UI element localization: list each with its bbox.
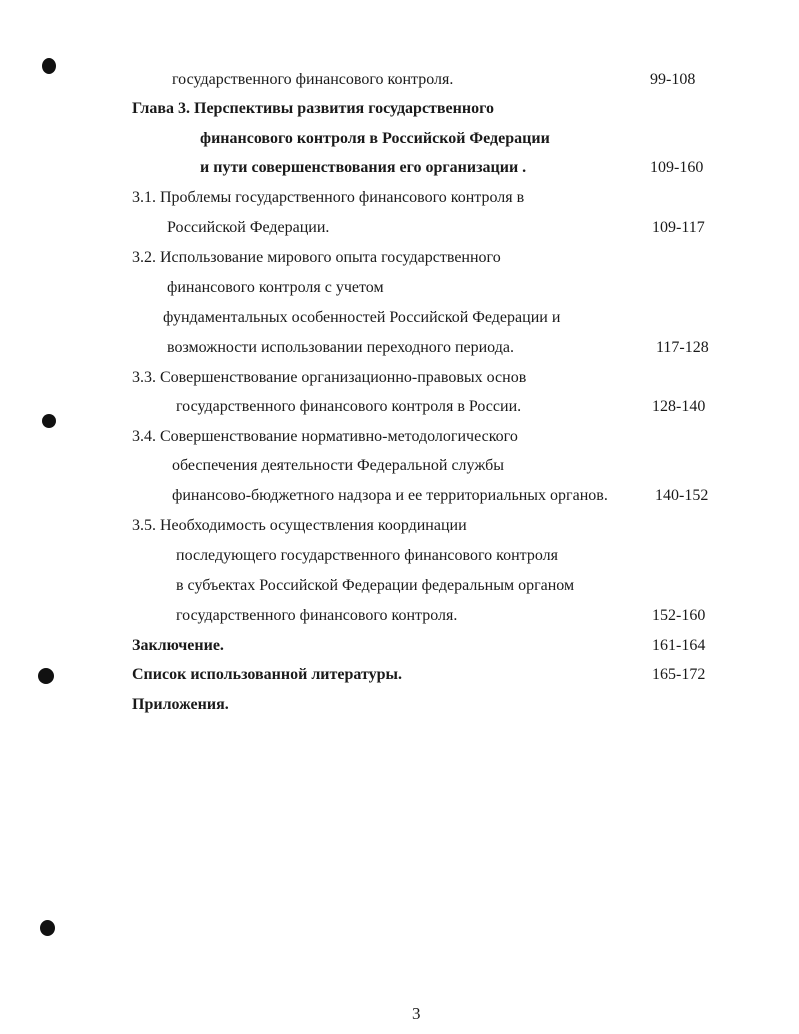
toc-section-appendices: Приложения. <box>132 696 229 713</box>
page-number: 3 <box>412 1004 421 1023</box>
toc-section-conclusion: Заключение. <box>132 637 224 654</box>
toc-line: обеспечения деятельности Федеральной службы <box>172 457 505 474</box>
punch-hole-mark <box>42 414 56 428</box>
toc-line: государственного финансового контроля в России. <box>176 398 522 415</box>
punch-hole-mark <box>40 920 55 936</box>
toc-page-ref: 117-128 <box>656 339 709 356</box>
chapter-heading: и пути совершенствования его организации . <box>200 159 527 176</box>
toc-line: Российской Федерации. <box>167 219 330 236</box>
toc-line: 3.4. Совершенствование нормативно-методологического <box>132 428 518 445</box>
toc-page-ref: 152-160 <box>652 607 706 624</box>
toc-line: 3.2. Использование мирового опыта государственного <box>132 249 501 266</box>
punch-hole-mark <box>38 668 54 684</box>
toc-line: государственного финансового контроля. <box>176 607 458 624</box>
toc-page-ref: 165-172 <box>652 666 706 683</box>
toc-page-ref: 128-140 <box>652 398 706 415</box>
toc-page-ref: 99-108 <box>650 71 696 88</box>
toc-page-ref: 140-152 <box>655 487 709 504</box>
punch-hole-mark <box>42 58 56 74</box>
toc-section-references: Список использованной литературы. <box>132 666 402 683</box>
toc-line: государственного финансового контроля. <box>172 71 454 88</box>
toc-page-ref: 161-164 <box>652 637 706 654</box>
chapter-heading: Глава 3. Перспективы развития государственного <box>132 100 494 117</box>
toc-page-ref: 109-117 <box>652 219 705 236</box>
toc-line: возможности использовании переходного периода. <box>167 339 514 356</box>
chapter-heading: финансового контроля в Российской Федерации <box>200 130 550 147</box>
toc-line: 3.3. Совершенствование организационно-правовых основ <box>132 369 527 386</box>
toc-line: в субъектах Российской Федерации федеральным органом <box>176 577 575 594</box>
toc-line: финансово-бюджетного надзора и ее территориальных органов. <box>172 487 608 504</box>
toc-page-ref: 109-160 <box>650 159 704 176</box>
toc-line: фундаментальных особенностей Российской Федерации и <box>163 309 561 326</box>
toc-line: 3.5. Необходимость осуществления координации <box>132 517 467 534</box>
toc-line: финансового контроля с учетом <box>167 279 384 296</box>
toc-line: последующего государственного финансового контроля <box>176 547 558 564</box>
toc-line: 3.1. Проблемы государственного финансового контроля в <box>132 189 525 206</box>
